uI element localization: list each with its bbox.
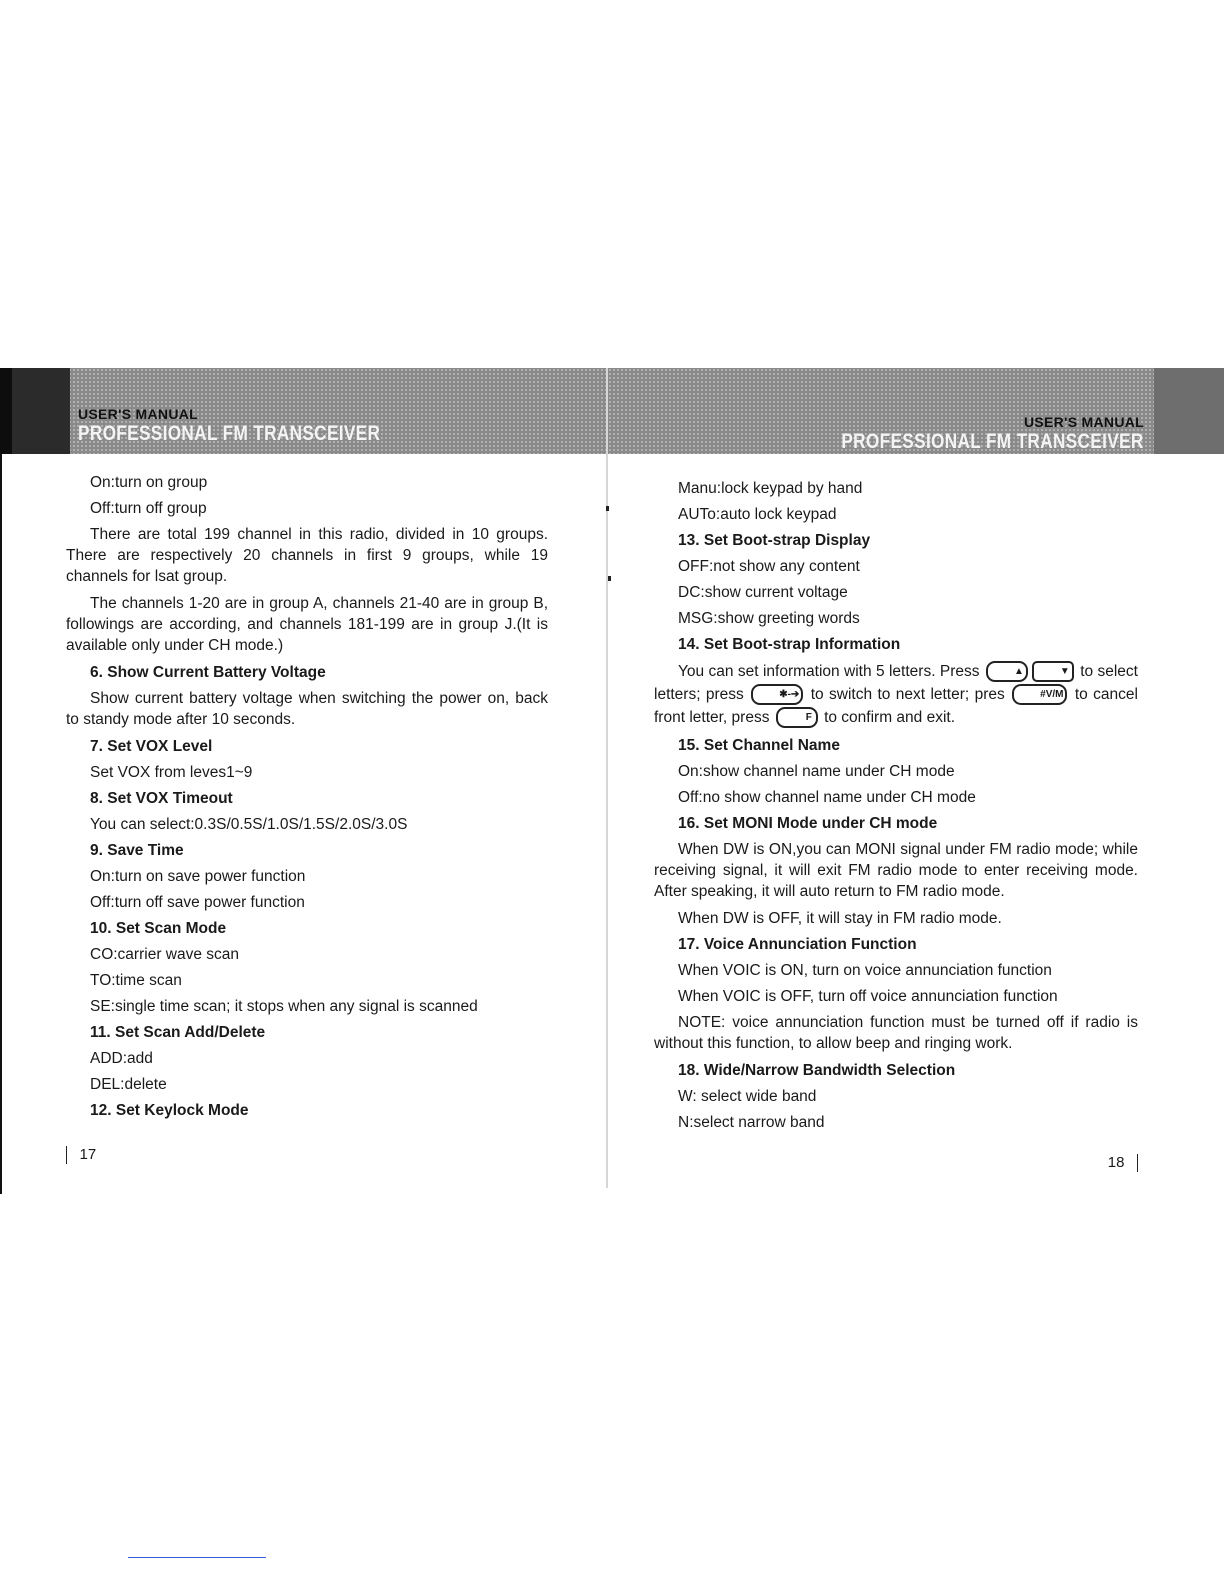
text-line: SE:single time scan; it stops when any signal is scanned — [90, 998, 478, 1015]
section-heading: 14. Set Boot-strap Information — [678, 636, 901, 653]
page-edge-mark — [0, 454, 2, 1194]
section-heading: 16. Set MONI Mode under CH mode — [678, 815, 938, 832]
up-key-icon: ▲ — [986, 661, 1028, 682]
text-line: DC:show current voltage — [678, 584, 848, 601]
band-edge-right — [1154, 368, 1224, 454]
text-line: AUTo:auto lock keypad — [678, 506, 837, 523]
book-spine — [606, 368, 608, 1188]
text-line: Off:turn off save power function — [90, 894, 305, 911]
text-line: TO:time scan — [90, 972, 182, 989]
header-band-left — [0, 368, 612, 454]
section-heading: 6. Show Current Battery Voltage — [90, 664, 326, 681]
section-heading: 11. Set Scan Add/Delete — [90, 1024, 266, 1041]
header-title-left: PROFESSIONAL FM TRANSCEIVER — [78, 422, 381, 445]
text-run: to switch to next letter; pres — [810, 686, 1005, 703]
page-right — [612, 368, 1224, 1208]
paragraph-keys — [654, 660, 1138, 729]
section-heading: 7. Set VOX Level — [90, 738, 213, 755]
bottom-underline-mark — [128, 1557, 266, 1558]
paragraph: NOTE: voice annunciation function must be turned off if radio is without this function, to allow beep and ringing work. — [654, 1014, 1138, 1052]
header-title-right: PROFESSIONAL FM TRANSCEIVER — [841, 430, 1144, 453]
text-run: You can set information with 5 letters. Press — [678, 663, 980, 680]
page-number-text: 18 — [1107, 1154, 1125, 1171]
page-number-text: 17 — [79, 1146, 97, 1163]
text-run: to confirm and exit. — [824, 709, 956, 726]
paragraph: Show current battery voltage when switching the power on, back to standy mode after 10 seconds. — [66, 690, 548, 728]
text-line: CO:carrier wave scan — [90, 946, 240, 963]
text-line: OFF:not show any content — [678, 558, 860, 575]
text-line: When DW is OFF, it will stay in FM radio mode. — [678, 910, 1002, 927]
page-left — [0, 368, 612, 1208]
band-dark-edge — [0, 368, 12, 454]
section-heading: 13. Set Boot-strap Display — [678, 532, 871, 549]
section-heading: 10. Set Scan Mode — [90, 920, 227, 937]
text-line: On:show channel name under CH mode — [678, 763, 955, 780]
section-heading: 18. Wide/Narrow Bandwidth Selection — [678, 1062, 956, 1079]
section-heading: 9. Save Time — [90, 842, 184, 859]
section-heading: 15. Set Channel Name — [678, 737, 840, 754]
text-line: ADD:add — [90, 1050, 153, 1067]
page-number-right — [1108, 1154, 1138, 1172]
left-body — [66, 472, 548, 1126]
text-line: You can select:0.3S/0.5S/1.0S/1.5S/2.0S/3.0S — [90, 816, 408, 833]
header-users-manual-left: USER'S MANUAL — [78, 406, 199, 422]
page-number-bar — [1137, 1154, 1138, 1172]
header-users-manual-right: USER'S MANUAL — [1023, 414, 1144, 430]
section-heading: 17. Voice Annunciation Function — [678, 936, 917, 953]
text-run: to select letters; press — [654, 663, 1138, 703]
text-line: On:turn on group — [90, 474, 208, 491]
paragraph: The channels 1-20 are in group A, channels 21-40 are in group B, followings are according, and channels 181-199 are in group J.(It is available only under CH mode.) — [66, 595, 548, 654]
text-line: DEL:delete — [90, 1076, 167, 1093]
section-heading: 12. Set Keylock Mode — [90, 1102, 249, 1119]
text-run: to cancel front letter, press — [654, 686, 1138, 726]
text-line: N:select narrow band — [678, 1114, 825, 1131]
page-number-left — [66, 1146, 96, 1164]
section-heading: 8. Set VOX Timeout — [90, 790, 233, 807]
text-line: When VOIC is OFF, turn off voice annunciation function — [678, 988, 1058, 1005]
text-line: On:turn on save power function — [90, 868, 306, 885]
paragraph: When DW is ON,you can MONI signal under FM radio mode; while receiving signal, it will exit FM radio mode to enter receiving mode. After speaking, it will auto return to FM radio mode. — [654, 841, 1138, 900]
down-key-icon: ▼ — [1032, 661, 1074, 682]
manual-spread — [0, 368, 1224, 1208]
spine-mark — [608, 576, 611, 581]
paragraph: There are total 199 channel in this radio, divided in 10 groups. There are respectively 20 channels in first 9 groups, while 19 channels for lsat group. — [66, 526, 548, 585]
star-key-icon: ✱-➔ — [751, 684, 803, 705]
f-key-icon: F — [776, 707, 818, 728]
hash-vm-key-icon: #V/M — [1012, 684, 1067, 705]
text-line: Off:turn off group — [90, 500, 207, 517]
text-line: MSG:show greeting words — [678, 610, 860, 627]
page-number-bar — [66, 1146, 67, 1164]
header-band-right — [612, 368, 1224, 454]
text-line: Off:no show channel name under CH mode — [678, 789, 976, 806]
text-line: W: select wide band — [678, 1088, 817, 1105]
text-line: Set VOX from leves1~9 — [90, 764, 253, 781]
right-body — [654, 478, 1138, 1138]
text-line: When VOIC is ON, turn on voice annunciation function — [678, 962, 1052, 979]
spine-mark — [606, 506, 609, 511]
text-line: Manu:lock keypad by hand — [678, 480, 863, 497]
